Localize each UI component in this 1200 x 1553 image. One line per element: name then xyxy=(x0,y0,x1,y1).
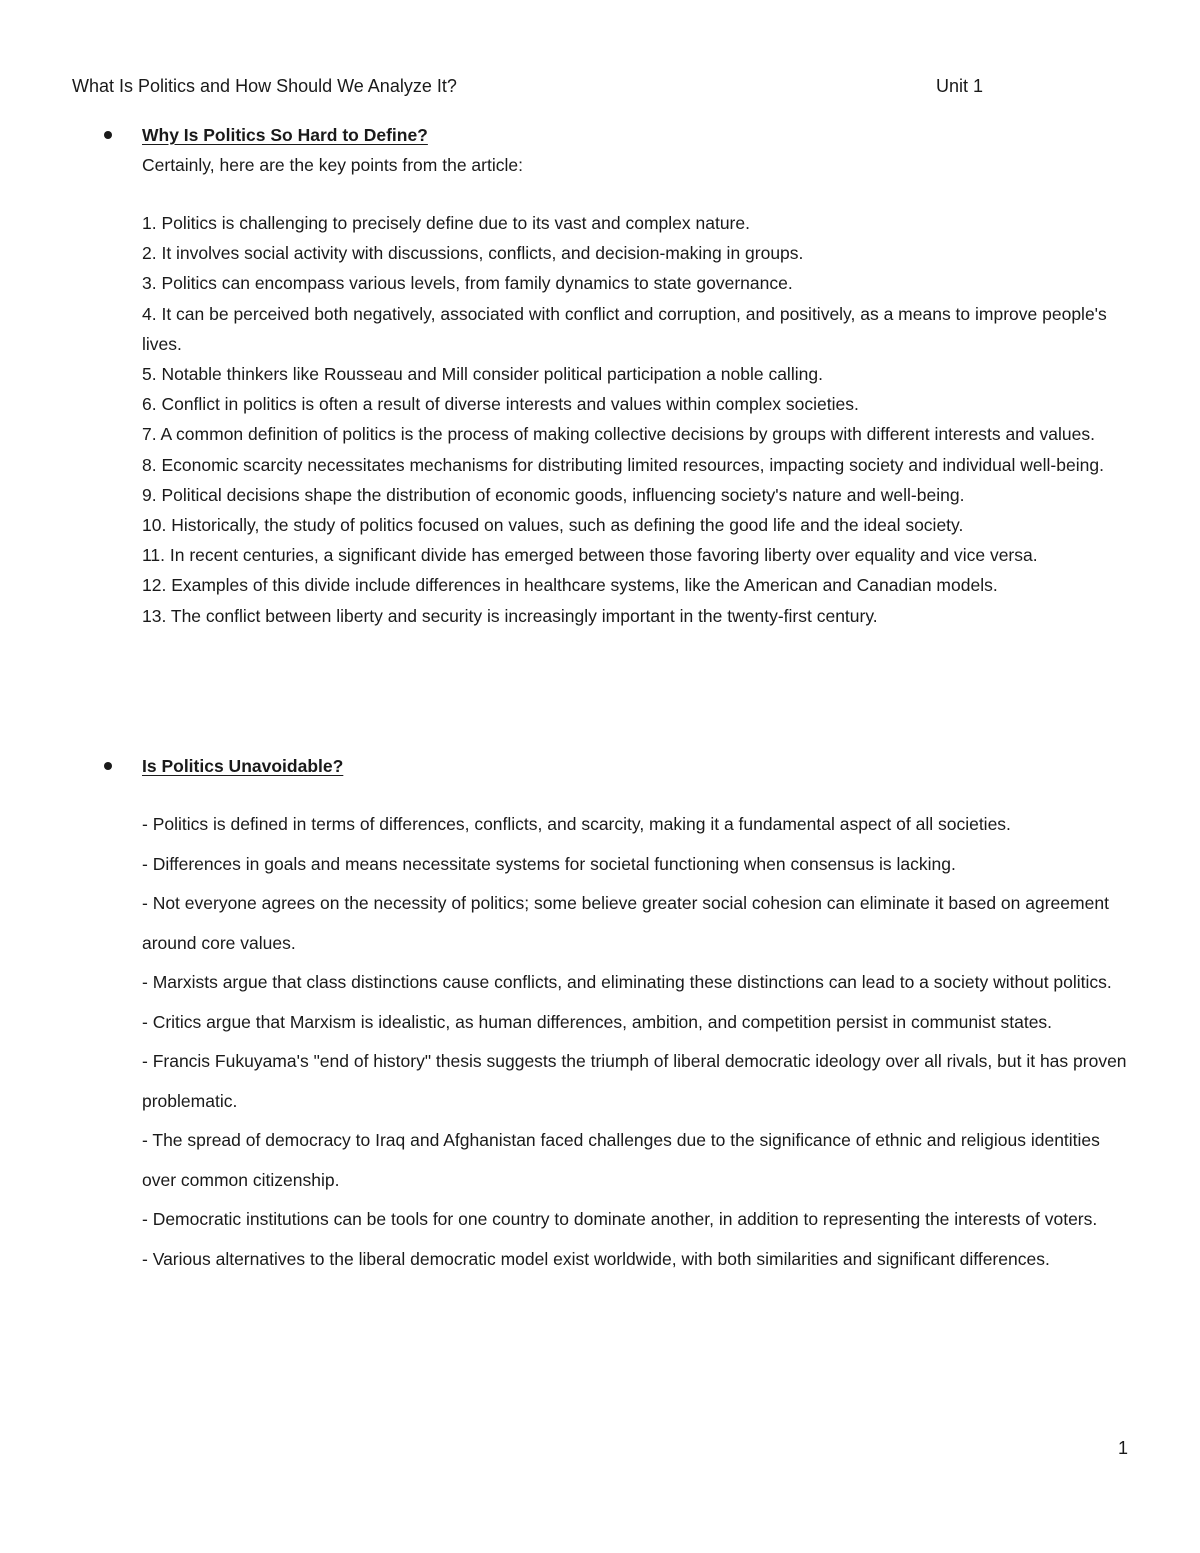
list-item: - The spread of democracy to Iraq and Afghanistan faced challenges due to the significance of ethnic and religious identities over common citizenship. xyxy=(142,1130,1100,1190)
list-item: 5. Notable thinkers like Rousseau and Mill consider political participation a noble calling. xyxy=(142,364,823,385)
list-item: 1. Politics is challenging to precisely define due to its vast and complex nature. xyxy=(142,213,750,233)
list-item: 12. Examples of this divide include differences in healthcare systems, like the American and Canadian models. xyxy=(142,575,998,596)
list-item: 2. It involves social activity with discussions, conflicts, and decision-making in groups. xyxy=(142,243,804,264)
list-item: - Differences in goals and means necessitate systems for societal functioning when consensus is lacking. xyxy=(142,853,956,874)
list-item: 6. Conflict in politics is often a result of diverse interests and values within complex societies. xyxy=(142,394,859,415)
list-item: 7. A common definition of politics is the process of making collective decisions by groups with different interests and values. xyxy=(142,424,1095,445)
list-item: 13. The conflict between liberty and security is increasingly important in the twenty-first century. xyxy=(142,605,878,626)
list-item: 8. Economic scarcity necessitates mechanisms for distributing limited resources, impacting society and individual well-being. xyxy=(142,454,1104,475)
list-item: - Democratic institutions can be tools for one country to dominate another, in addition to representing the interests of voters. xyxy=(142,1209,1098,1229)
list-item: - Not everyone agrees on the necessity of politics; some believe greater social cohesion can eliminate it based on agreement around core values. xyxy=(142,893,1109,953)
section-title: Why Is Politics So Hard to Define? xyxy=(142,125,428,145)
list-item: - Politics is defined in terms of differences, conflicts, and scarcity, making it a fundamental aspect of all societies. xyxy=(142,814,1011,834)
page-header xyxy=(72,73,992,99)
list-item: 10. Historically, the study of politics focused on values, such as defining the good life and the ideal society. xyxy=(142,515,964,536)
list-item: 9. Political decisions shape the distribution of economic goods, influencing society's nature and well-being. xyxy=(142,484,965,505)
bullet-icon xyxy=(104,762,112,770)
section-intro: Certainly, here are the key points from the article: xyxy=(142,155,523,175)
list-item: 3. Politics can encompass various levels, from family dynamics to state governance. xyxy=(142,273,793,294)
key-points-list xyxy=(142,805,1137,1279)
document-title: What Is Politics and How Should We Analyze It? xyxy=(72,76,457,96)
list-item: - Various alternatives to the liberal democratic model exist worldwide, with both similarities and significant differences. xyxy=(142,1248,1050,1269)
list-item: 4. It can be perceived both negatively, associated with conflict and corruption, and positively, as a means to improve people's lives. xyxy=(142,303,1107,354)
section-title: Is Politics Unavoidable? xyxy=(142,756,344,776)
list-item: - Marxists argue that class distinctions cause conflicts, and eliminating these distinctions can lead to a society without politics. xyxy=(142,972,1112,992)
unit-label: Unit 1 xyxy=(936,76,984,96)
bullet-icon xyxy=(104,131,112,139)
key-points-list xyxy=(142,208,1137,631)
list-item: 11. In recent centuries, a significant divide has emerged between those favoring liberty over equality and vice versa. xyxy=(142,545,1038,566)
page-number: 1 xyxy=(1118,1438,1129,1458)
list-item: - Francis Fukuyama's "end of history" thesis suggests the triumph of liberal democratic ideology over all rivals, but it has proven problematic. xyxy=(142,1051,1127,1111)
list-item: - Critics argue that Marxism is idealistic, as human differences, ambition, and competition persist in communist states. xyxy=(142,1011,1053,1032)
